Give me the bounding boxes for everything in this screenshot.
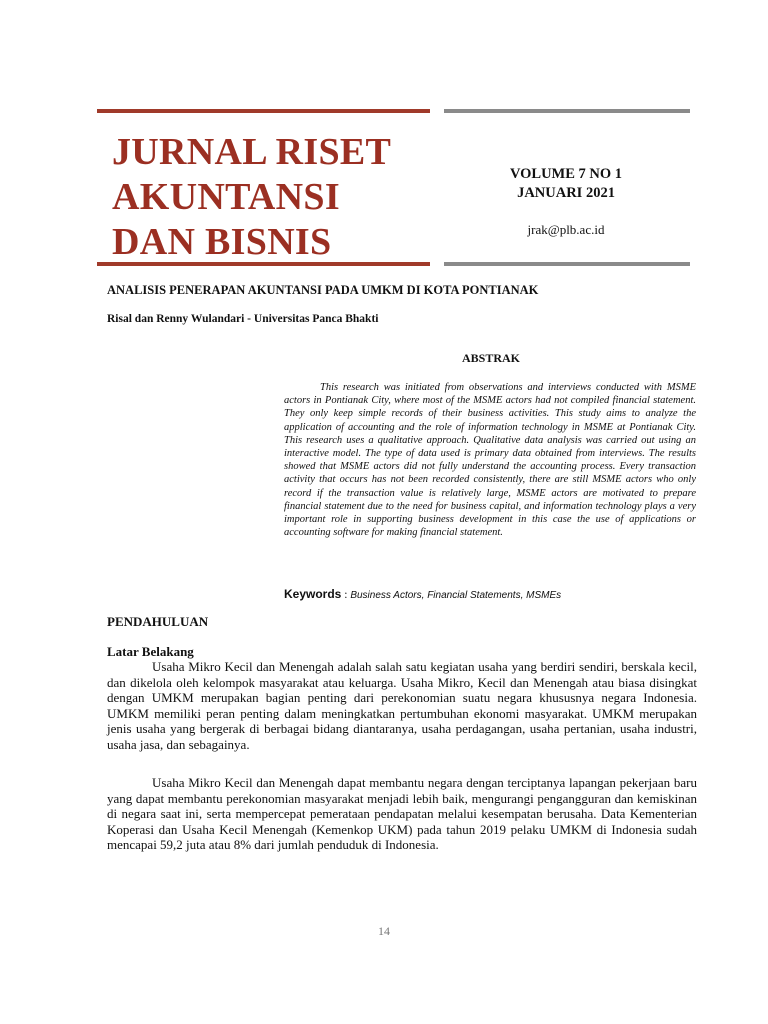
issue-date: JANUARI 2021 xyxy=(517,185,615,201)
journal-title-line-2: AKUNTANSI xyxy=(112,176,340,218)
abstract-heading: ABSTRAK xyxy=(461,351,520,365)
journal-title xyxy=(112,130,432,265)
page-number: 14 xyxy=(378,924,390,938)
masthead-bottom-rule-right xyxy=(444,262,690,266)
abstract-text: This research was initiated from observations and interviews conducted with MSME actors in Pontianak City, where most of the MSME actors had not compiled financial statement. They only keep simple records of their business activities. This study aims to analyze the application of accounting and the role of information technology in MSME at Pontianak City. This research uses a qualitative approach. Qualitative data analysis was carried out using an interactive model. The type of data used is primary data obtained from interviews. The results showed that MSME actors did not fully understand the accounting process. Every transaction activity that occurs has not been recorded consistently, there are still MSME actors who only record if the transaction value is relatively large, MSME actors are motivated to prepare financial statement due to the need for business capital, and information technology plays a very important role in supporting business development in this case the use of applications or accounting software for making financial statement. xyxy=(284,382,696,539)
keywords-values: Business Actors, Financial Statements, MSMEs xyxy=(350,590,562,601)
masthead-top-rule-left xyxy=(97,109,430,113)
body-paragraph-2: Usaha Mikro Kecil dan Menengah dapat membantu negara dengan terciptanya lapangan pekerjaan baru yang dapat membantu perekonomian masyarakat menjadi lebih baik, mengurangi pengangguran dan kemiskinan di negara saat ini, serta mempercepat pemerataan pendapatan melalui kesempatan berusaha. Data Kementerian Koperasi dan Usaha Kecil Menengah (Kemenkop UKM) pada tahun 2019 pelaku UMKM di Indonesia sudah mencapai 59,2 juta atau 8% dari jumlah penduduk di Indonesia. xyxy=(107,775,697,853)
volume-number: VOLUME 7 NO 1 xyxy=(509,166,623,182)
masthead-top-rule-right xyxy=(444,109,690,113)
journal-email: jrak@plb.ac.id xyxy=(527,222,605,237)
body-paragraph-1: Usaha Mikro Kecil dan Menengah adalah salah satu kegiatan usaha yang berdiri sendiri, berskala kecil, dan dikelola oleh kelompok masyarakat atau keluarga. Usaha Mikro, Kecil dan Menengah atau biasa disingkat dengan UMKM merupakan bagian penting dari perekonomian suatu negara khususnya negara Indonesia. UMKM memiliki peran penting dalam meningkatkan pertumbuhan ekonomi masyarakat. UMKM merupakan jenis usaha yang bergerak di berbagai bidang diantaranya, usaha perdagangan, usaha pertanian, usaha industri, usaha jasa, dan sebagainya. xyxy=(107,659,697,752)
article-authors: Risal dan Renny Wulandari - Universitas Panca Bhakti xyxy=(107,313,379,325)
section-heading: PENDAHULUAN xyxy=(107,614,209,629)
journal-title-line-3: DAN BISNIS xyxy=(112,221,332,263)
sub-heading: Latar Belakang xyxy=(107,644,194,659)
keywords-label: Keywords xyxy=(284,587,342,601)
keywords-line xyxy=(284,587,561,601)
article-title: ANALISIS PENERAPAN AKUNTANSI PADA UMKM DI KOTA PONTIANAK xyxy=(107,283,539,297)
keywords-separator: : xyxy=(341,589,351,601)
journal-title-line-1: JURNAL RISET xyxy=(112,131,392,173)
